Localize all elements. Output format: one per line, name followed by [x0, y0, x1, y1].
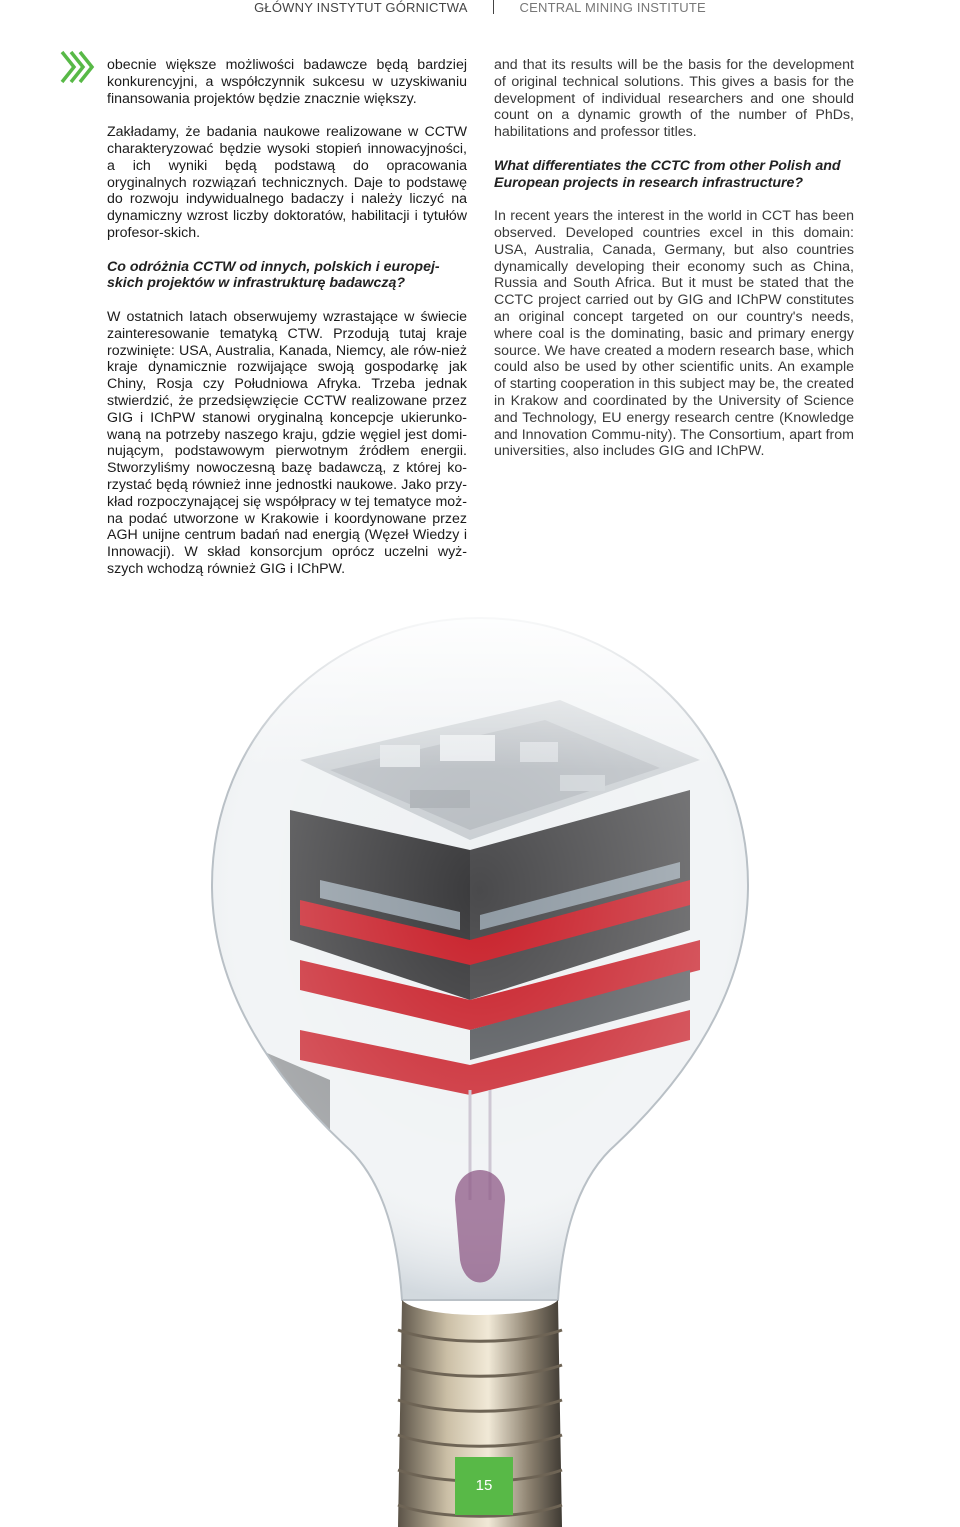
- left-text-column: [107, 57, 467, 595]
- question-heading-pl: Co odróżnia CCTW od innych, polskich i europej-skich projektów w infrastrukturę badawczą?: [107, 258, 440, 292]
- light-bulb-illustration: [0, 600, 960, 1527]
- filament-stem: [455, 1170, 505, 1283]
- paragraph-pl-2: Zakładamy, że badania naukowe realizowane w CCTW charakteryzować będzie wysoki stopień innowacyjności, a ich wyniki będą podstawą do opracowania oryginalnych rozwiązań technicznych. Daje to podstawę do rozwoju indywidualnego badaczy i należy liczyć na dynamiczny wzrost liczby doktoratów, habilitacji i tytułów profesor-skich.: [107, 124, 467, 241]
- page-number-badge: 15: [455, 1457, 513, 1515]
- header-polish-title: GŁÓWNY INSTYTUT GÓRNICTWA: [254, 0, 467, 15]
- question-heading-en: What differentiates the CCTC from other Polish and European projects in research infrastructure?: [494, 157, 841, 191]
- right-text-column: [494, 57, 854, 477]
- header-divider: [493, 0, 494, 14]
- paragraph-pl-1: obecnie większe możliwości badawcze będą bardziej konkurencyjni, a współczynnik sukcesu w uzyskiwaniu finansowania projektów będzie znacznie większy.: [107, 57, 467, 107]
- header-english-title: CENTRAL MINING INSTITUTE: [519, 0, 706, 15]
- paragraph-en-2: In recent years the interest in the world in CCT has been observed. Developed countries excel in this domain: USA, Australia, Canada, Germany, but also countries dynamically developing their economy such as China, Russia and South Africa. But it must be stated that the CCTC project carried out by GIG and IChPW constitutes an original concept targeted on our country's needs, where coal is the dominating, basic and primary energy source. We have created a modern research base, which could also be used by other scientific units. An example of starting cooperation in this subject may be, the created in Krakow and coordinated by the University of Science and Technology, EU energy research centre (Knowledge and Innovation Commu-nity). The Consortium, apart from universities, also includes GIG and IChPW.: [494, 208, 854, 460]
- running-header: [0, 0, 960, 20]
- paragraph-en-1: and that its results will be the basis for the development of original technical solutions. This gives a basis for the development of individual researchers and one should count on a dynamic growth of the number of PhDs, habilitations and professor titles.: [494, 57, 854, 141]
- paragraph-pl-3: W ostatnich latach obserwujemy wzrastające w świecie zainteresowanie tematyką CTW. Przodują tutaj kraje rozwinięte: USA, Australia, Kanada, Niemcy, ale rów-nież kraje dynamicznie rozwijające swoją gospodarkę jak Chiny, Rosja czy Południowa Afryka. Trzeba jednak stwierdzić, że przedsięwzięcie CCTW realizowane przez GIG i IChPW stanowi oryginalną koncepcje ukierunko-waną na potrzeby naszego kraju, gdzie węgiel jest domi-nującym, podstawowym pierwotnym źródłem energii. Stworzyliśmy nowoczesną bazę badawczą, z której ko-rzystać będą również inne jednostki naukowe. Jako przy-kład rozpoczynającej się współpracy w tej tematyce moż-na podać utworzone w Krakowie i koordynowane przez AGH unijne centrum badań nad energią (Węzeł Wiedzy i Innowacji). W skład konsorcjum oprócz uczelni wyż-szych wchodzą również GIG i IChPW.: [107, 308, 467, 577]
- double-chevron-right-icon: [60, 50, 96, 84]
